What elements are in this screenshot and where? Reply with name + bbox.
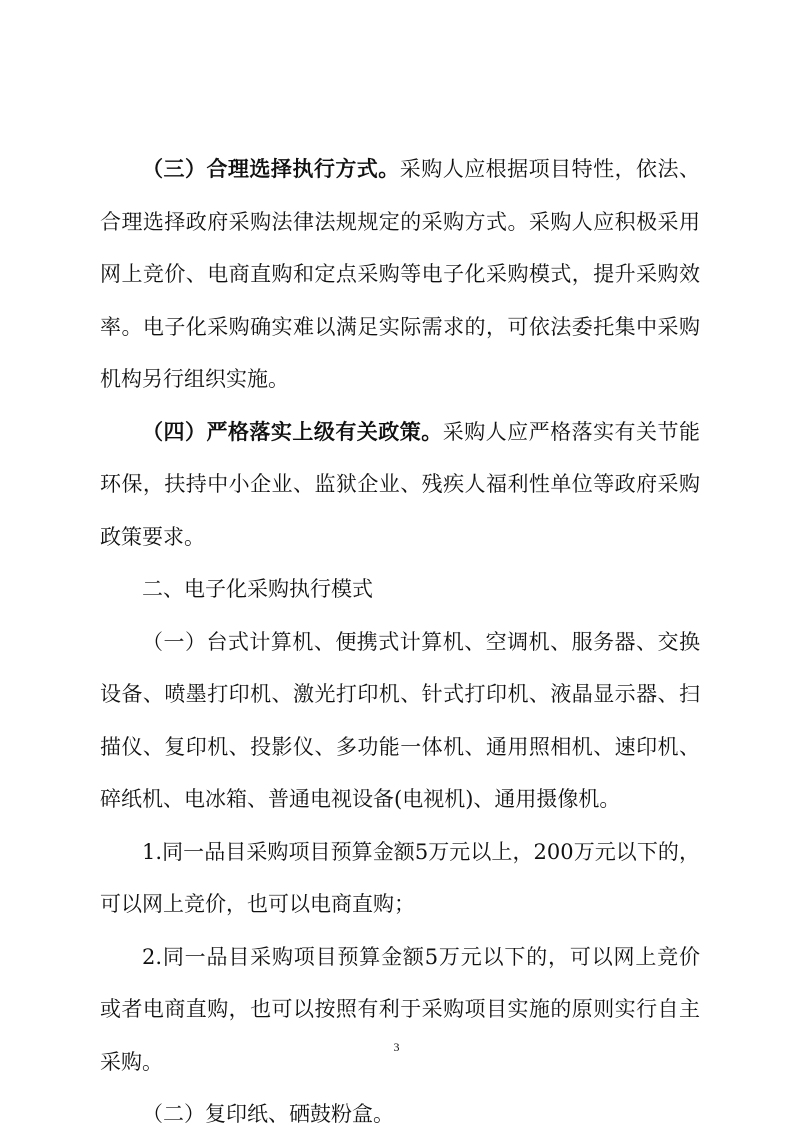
paragraph-3-line-1: （一）台式计算机、便携式计算机、空调机、服务器、交换 <box>142 629 700 654</box>
paragraph-4-line-1: 1.同一品目采购项目预算金额5万元以上，200万元以下的， <box>142 839 700 864</box>
paragraph-1-line-1-text: 采购人应根据项目特性，依法、 <box>399 157 700 181</box>
paragraph-1-line-2: 合理选择政府采购法律法规规定的采购方式。采购人应积极采用 <box>100 209 700 234</box>
paragraph-3-line-2: 设备、喷墨打印机、激光打印机、针式打印机、液晶显示器、扫 <box>100 682 700 706</box>
paragraph-5-line-2: 或者电商直购，也可以按照有利于采购项目实施的原则实行自主 <box>100 997 700 1021</box>
paragraph-2-line-2: 环保，扶持中小企业、监狱企业、残疾人福利性单位等政府采购 <box>100 472 700 496</box>
paragraph-4-line-2: 可以网上竞价，也可以电商直购； <box>100 892 415 916</box>
paragraph-5-line-3: 采购。 <box>100 1049 163 1074</box>
paragraph-1-line-3: 网上竞价、电商直购和定点采购等电子化采购模式，提升采购效 <box>100 262 700 286</box>
document-body <box>100 143 700 1141</box>
paragraph-1-line-5: 机构另行组织实施。 <box>100 367 289 391</box>
paragraph-1-line-1 <box>100 143 700 196</box>
paragraph-2-line-1 <box>100 406 700 459</box>
paragraph-5-line-1: 2.同一品目采购项目预算金额5万元以下的，可以网上竞价 <box>142 944 700 969</box>
paragraph-3-line-3: 描仪、复印机、投影仪、多功能一体机、通用照相机、速印机、 <box>100 734 700 759</box>
page-number: 3 <box>393 1040 400 1054</box>
paragraph-2-line-3: 政策要求。 <box>100 524 205 549</box>
paragraph-2-line-1-text: 采购人应严格落实有关节能 <box>442 419 700 444</box>
paragraph-6-line-1: （二）复印纸、硒鼓粉盒。 <box>142 1102 394 1126</box>
paragraph-1-line-4: 率。电子化采购确实难以满足实际需求的，可依法委托集中采购 <box>100 314 700 339</box>
paragraph-1-lead: （三）合理选择执行方式。 <box>142 157 400 181</box>
paragraph-2-lead: （四）严格落实上级有关政策。 <box>142 419 443 444</box>
paragraph-3-line-4: 碎纸机、电冰箱、普通电视设备(电视机)、通用摄像机。 <box>100 787 621 811</box>
section-heading: 二、电子化采购执行模式 <box>142 577 373 601</box>
